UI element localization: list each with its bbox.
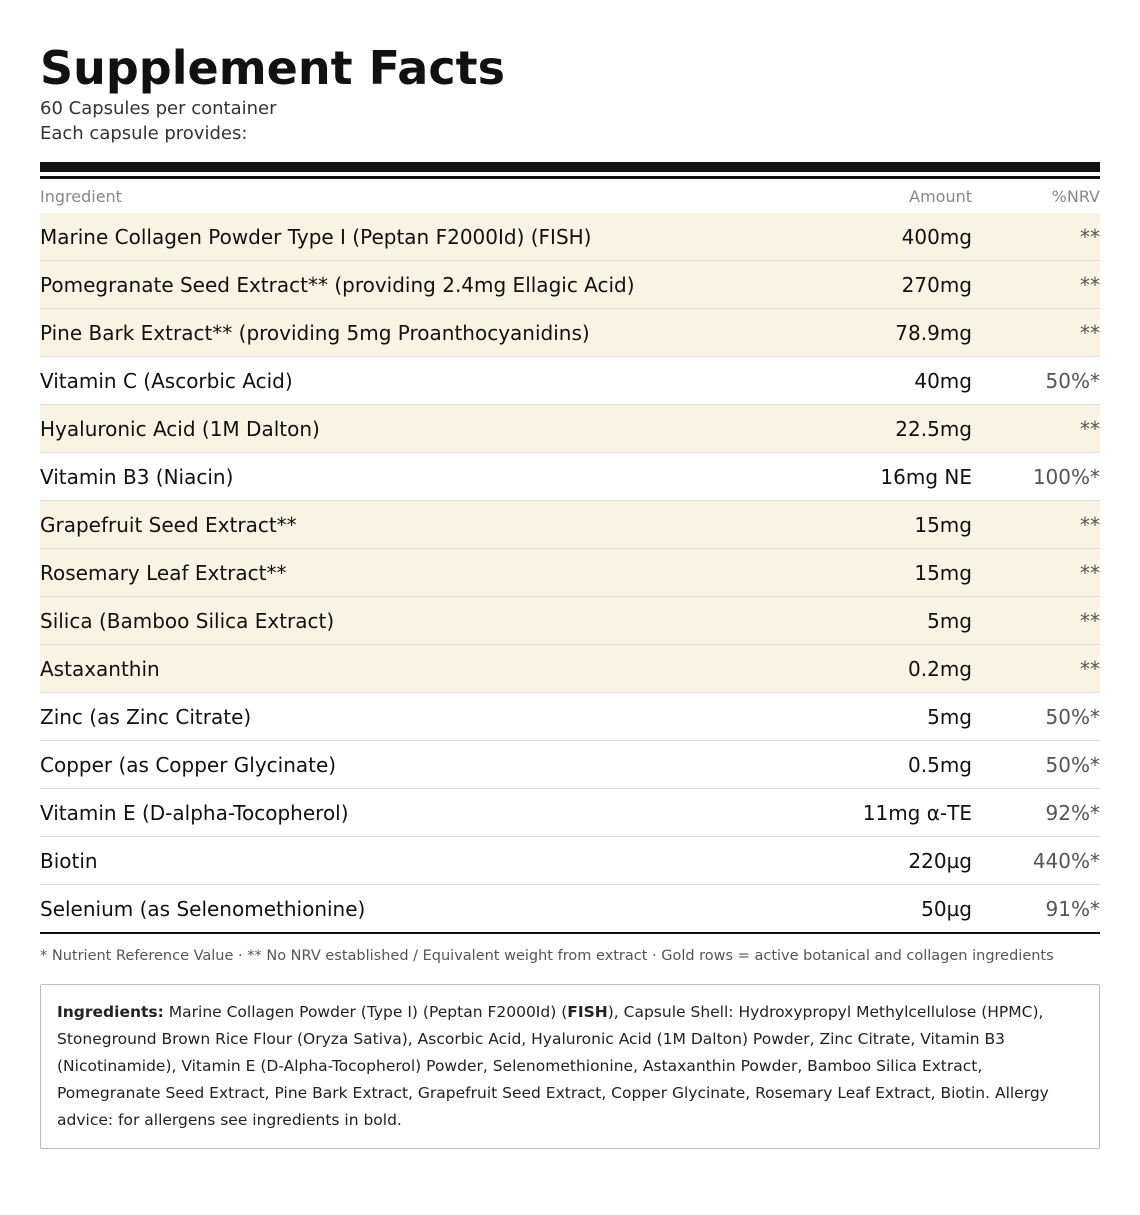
ingredient-name: Hyaluronic Acid (1M Dalton)	[40, 416, 320, 441]
ingredient-name: Vitamin C (Ascorbic Acid)	[40, 368, 293, 393]
ingredient-amount: 220µg	[908, 848, 972, 873]
table-row	[40, 693, 1100, 741]
ingredient-nrv: **	[1080, 224, 1100, 249]
ingredient-nrv: **	[1080, 512, 1100, 537]
ingredient-name: Grapefruit Seed Extract**	[40, 512, 297, 537]
thick-divider	[40, 162, 1100, 172]
ingredients-text-2: ), Capsule Shell: Hydroxypropyl Methylcellulose (HPMC), Stoneground Brown Rice Flour (Oryza Sativa), Ascorbic Acid, Hyaluronic Acid (1M Dalton) Powder, Zinc Citrate, Vitamin B3 (Nicotinamide), Vitamin E (D-Alpha-Tocopherol) Powder, Selenomethionine, Astaxanthin Powder, Bamboo Silica Extract, Pomegranate Seed Extract, Pine Bark Extract, Grapefruit Seed Extract, Copper Glycinate, Rosemary Leaf Extract, Biotin. Allergy advice: for allergens see ingredients in bold.	[57, 1003, 1049, 1129]
ingredient-amount: 15mg	[914, 512, 972, 537]
ingredient-amount: 5mg	[927, 704, 972, 729]
table-row	[40, 261, 1100, 309]
ingredient-amount: 400mg	[901, 224, 972, 249]
ingredient-nrv: **	[1080, 608, 1100, 633]
ingredient-name: Copper (as Copper Glycinate)	[40, 752, 337, 777]
ingredient-nrv: 92%*	[1045, 800, 1100, 825]
table-row	[40, 405, 1100, 453]
table-row	[40, 789, 1100, 837]
ingredients-text-1: Marine Collagen Powder (Type I) (Peptan F2000Id) (	[163, 1003, 568, 1021]
ingredient-amount: 78.9mg	[895, 320, 972, 345]
table-row	[40, 453, 1100, 501]
ingredient-nrv: 100%*	[1032, 464, 1100, 489]
table-header	[40, 179, 1100, 213]
serving-description: Each capsule provides:	[40, 123, 248, 144]
ingredient-name: Zinc (as Zinc Citrate)	[40, 704, 252, 729]
ingredient-nrv: **	[1080, 560, 1100, 585]
ingredient-nrv: 50%*	[1045, 368, 1100, 393]
servings-per-container: 60 Capsules per container	[40, 98, 277, 119]
ingredient-name: Selenium (as Selenomethionine)	[40, 896, 366, 921]
supplement-facts-panel	[40, 0, 1100, 1149]
table-row	[40, 741, 1100, 789]
ingredient-amount: 5mg	[927, 608, 972, 633]
footnote: * Nutrient Reference Value · ** No NRV established / Equivalent weight from extract · Gold rows = active botanical and collagen ingredients	[40, 948, 1054, 964]
ingredient-name: Astaxanthin	[40, 656, 160, 681]
header-nrv: %NRV	[1051, 186, 1100, 206]
ingredient-nrv: **	[1080, 416, 1100, 441]
page-title: Supplement Facts	[40, 41, 505, 95]
ingredient-nrv: 91%*	[1045, 896, 1100, 921]
table-row	[40, 597, 1100, 645]
ingredients-label: Ingredients:	[57, 1003, 164, 1021]
ingredient-amount: 50µg	[921, 896, 972, 921]
header-amount: Amount	[909, 186, 972, 206]
table-row	[40, 549, 1100, 597]
ingredient-name: Silica (Bamboo Silica Extract)	[40, 608, 335, 633]
ingredient-amount: 22.5mg	[895, 416, 972, 441]
ingredient-nrv: 50%*	[1045, 704, 1100, 729]
ingredient-name: Vitamin B3 (Niacin)	[40, 464, 234, 489]
ingredient-amount: 40mg	[914, 368, 972, 393]
table-row	[40, 213, 1100, 261]
ingredient-name: Marine Collagen Powder Type I (Peptan F2000Id) (FISH)	[40, 224, 592, 249]
ingredient-name: Biotin	[40, 848, 98, 873]
ingredient-amount: 16mg NE	[880, 464, 972, 489]
ingredient-amount: 0.5mg	[908, 752, 972, 777]
ingredient-name: Vitamin E (D-alpha-Tocopherol)	[40, 800, 349, 825]
ingredient-amount: 0.2mg	[908, 656, 972, 681]
facts-table-body	[40, 213, 1100, 932]
table-row	[40, 645, 1100, 693]
header-ingredient: Ingredient	[40, 186, 122, 206]
table-row	[40, 357, 1100, 405]
ingredient-nrv: 440%*	[1032, 848, 1100, 873]
table-row	[40, 309, 1100, 357]
allergen-fish: FISH	[567, 1003, 608, 1021]
table-row	[40, 501, 1100, 549]
ingredient-nrv: **	[1080, 320, 1100, 345]
ingredient-amount: 15mg	[914, 560, 972, 585]
ingredient-nrv: **	[1080, 656, 1100, 681]
table-row	[40, 885, 1100, 932]
ingredient-name: Pine Bark Extract** (providing 5mg Proanthocyanidins)	[40, 320, 590, 345]
table-bottom-rule	[40, 932, 1100, 934]
ingredient-nrv: 50%*	[1045, 752, 1100, 777]
table-row	[40, 837, 1100, 885]
ingredient-name: Pomegranate Seed Extract** (providing 2.4mg Ellagic Acid)	[40, 272, 635, 297]
ingredient-amount: 270mg	[901, 272, 972, 297]
ingredients-box	[40, 984, 1100, 1149]
ingredient-nrv: **	[1080, 272, 1100, 297]
ingredient-name: Rosemary Leaf Extract**	[40, 560, 287, 585]
ingredient-amount: 11mg α-TE	[862, 800, 972, 825]
